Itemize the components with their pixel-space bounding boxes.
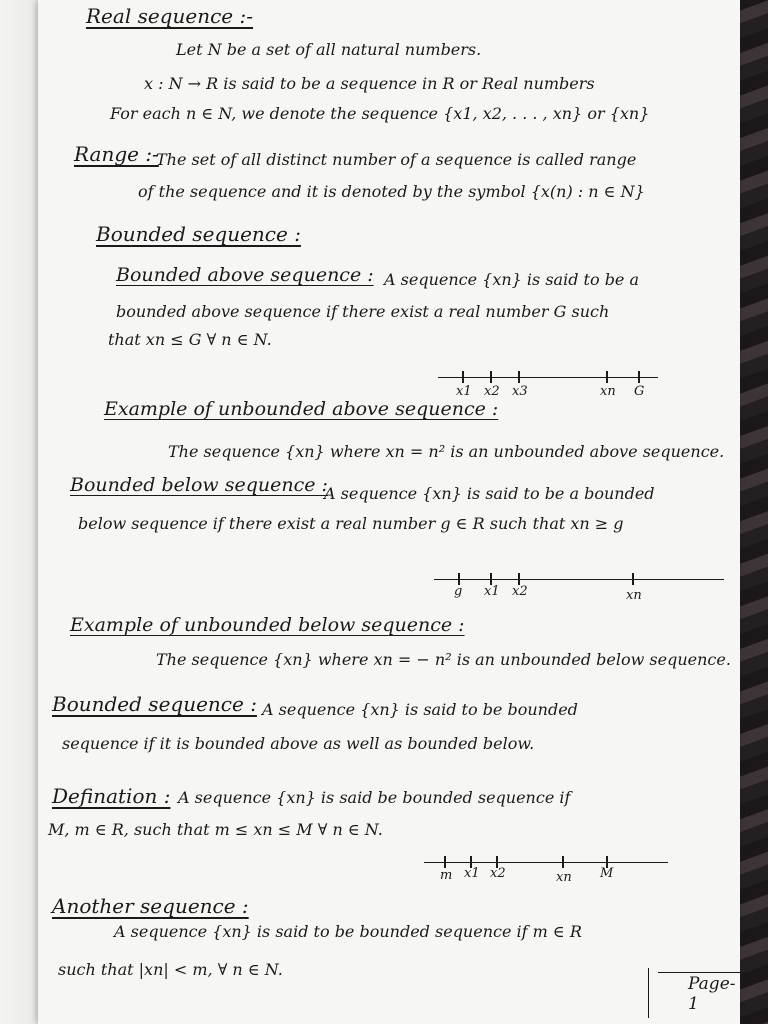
bounded-above-line-1: A sequence {xn} is said to be a [384, 270, 640, 289]
definition-line-2: M, m ∈ R, such that m ≤ xn ≤ M ∀ n ∈ N. [48, 820, 383, 839]
heading-real-sequence: Real sequence :- [86, 4, 253, 28]
number-line-3 [424, 862, 668, 863]
heading-bounded-above: Bounded above sequence : [116, 264, 374, 286]
background-left-sheet [0, 0, 40, 1024]
bounded-below-line-1: A sequence {xn} is said to be a bounded [324, 484, 655, 503]
heading-another-sequence: Another sequence : [52, 894, 249, 918]
number-line-2-tick [632, 573, 634, 585]
page-number-rule [658, 972, 758, 973]
real-sequence-line-1: Let N be a set of all natural numbers. [176, 40, 482, 59]
number-line-3-label: x1 [464, 866, 480, 881]
number-line-1-tick [638, 371, 640, 383]
definition-line-1: A sequence {xn} is said be bounded sequence if [178, 788, 571, 807]
unbounded-below-line-1: The sequence {xn} where xn = − n² is an unbounded below sequence. [156, 650, 731, 669]
another-line-1: A sequence {xn} is said to be bounded sequence if m ∈ R [114, 922, 582, 941]
number-line-3-label: xn [556, 870, 572, 885]
real-sequence-line-3: For each n ∈ N, we denote the sequence {x1, x2, . . . , xn} or {xn} [110, 104, 650, 123]
range-line-1: The set of all distinct number of a sequence is called range [156, 150, 637, 169]
heading-unbounded-below: Example of unbounded below sequence : [70, 614, 465, 636]
number-line-1 [438, 377, 658, 378]
number-line-3-tick [562, 856, 564, 868]
bounded-line-1: A sequence {xn} is said to be bounded [262, 700, 578, 719]
number-line-3-label: x2 [490, 866, 506, 881]
heading-bounded: Bounded sequence : [52, 692, 257, 716]
bounded-above-line-3: that xn ≤ G ∀ n ∈ N. [108, 330, 272, 349]
number-line-2-label: x1 [484, 584, 500, 599]
number-line-3-label: M [600, 866, 614, 881]
notebook-page [38, 0, 740, 1024]
page-number: Page-1 [688, 974, 736, 1014]
heading-bounded-sequence: Bounded sequence : [96, 222, 301, 246]
unbounded-above-line-1: The sequence {xn} where xn = n² is an unbounded above sequence. [168, 442, 725, 461]
heading-definition: Defination : [52, 784, 171, 808]
bounded-line-2: sequence if it is bounded above as well as bounded below. [62, 734, 535, 753]
number-line-1-label: xn [600, 384, 616, 399]
bounded-below-line-2: below sequence if there exist a real number g ∈ R such that xn ≥ g [78, 514, 624, 533]
heading-range: Range :- [74, 142, 159, 166]
number-line-1-tick [606, 371, 608, 383]
number-line-1-tick [462, 371, 464, 383]
number-line-1-label: x2 [484, 384, 500, 399]
number-line-2-label: x2 [512, 584, 528, 599]
heading-bounded-below: Bounded below sequence : [70, 474, 328, 496]
number-line-2 [434, 579, 724, 580]
number-line-3-label: m [440, 868, 453, 883]
number-line-1-tick [518, 371, 520, 383]
number-line-3-tick [444, 856, 446, 868]
heading-unbounded-above: Example of unbounded above sequence : [104, 398, 499, 420]
number-line-2-label: xn [626, 588, 642, 603]
number-line-2-label: g [454, 584, 463, 599]
real-sequence-line-2: x : N → R is said to be a sequence in R or Real numbers [144, 74, 595, 93]
number-line-1-label: G [634, 384, 645, 399]
bounded-above-line-2: bounded above sequence if there exist a real number G such [116, 302, 610, 321]
another-line-2: such that |xn| < m, ∀ n ∈ N. [58, 960, 283, 979]
number-line-1-tick [490, 371, 492, 383]
number-line-1-label: x3 [512, 384, 528, 399]
range-line-2: of the sequence and it is denoted by the symbol {x(n) : n ∈ N} [138, 182, 645, 201]
number-line-1-label: x1 [456, 384, 472, 399]
